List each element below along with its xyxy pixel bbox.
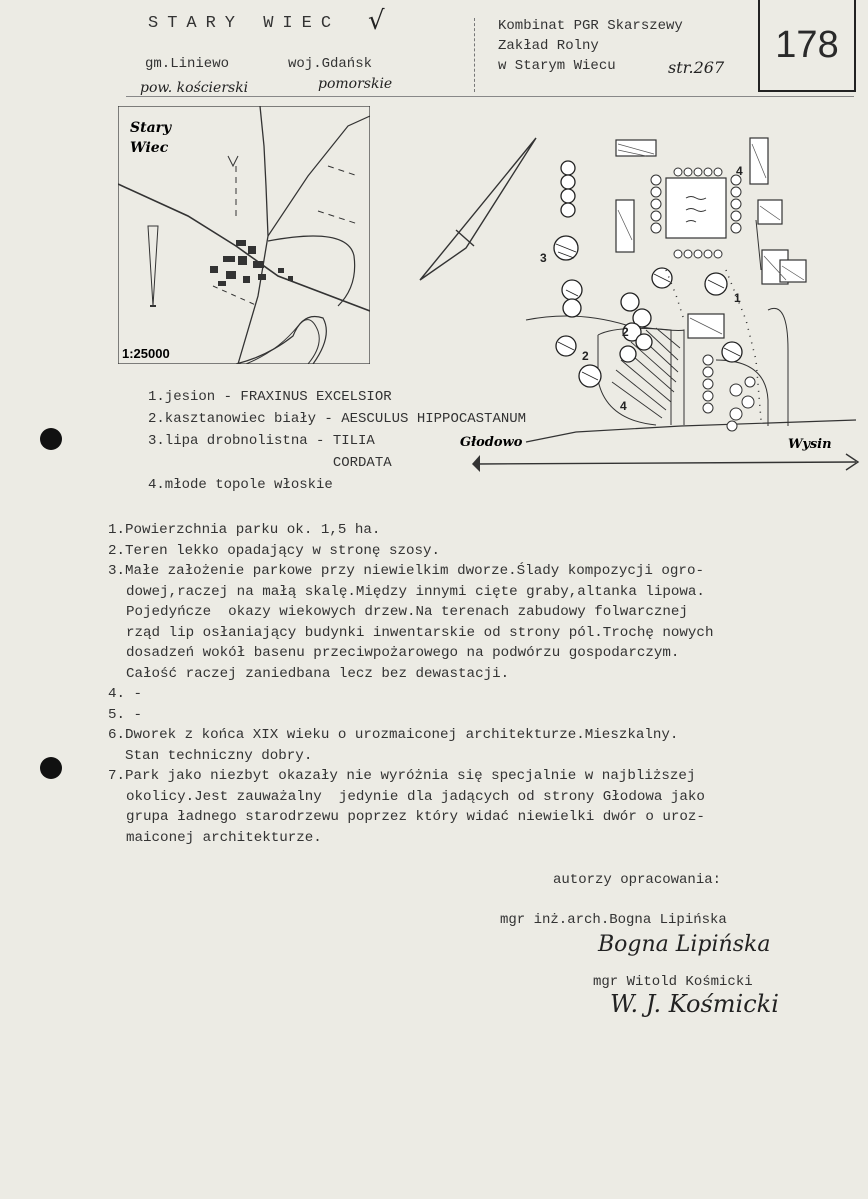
page-reference: str.267 bbox=[668, 58, 725, 77]
card-number-box: 178 bbox=[758, 0, 856, 92]
body-line: maiconej architekturze. bbox=[126, 829, 322, 846]
plan-marker: 1 bbox=[734, 291, 741, 305]
body-line: dowej,raczej na małą skalę.Między innymi cięte graby,altanka lipowa. bbox=[126, 583, 705, 600]
document-title: STARY WIEC bbox=[148, 14, 341, 33]
body-line: 7.Park jako niezbyt okazały nie wyróżnia się specjalnie w najbliższej bbox=[108, 768, 696, 784]
legend-item: 3.lipa drobnolistna - TILIA bbox=[148, 433, 375, 449]
buildings bbox=[616, 138, 806, 338]
plan-marker: 3 bbox=[540, 251, 547, 265]
body-line: Całość raczej zaniedbana lecz bez dewastacji. bbox=[126, 665, 510, 682]
body-line: 3.Małe założenie parkowe przy niewielkim dworze.Ślady kompozycji ogro- bbox=[108, 563, 704, 579]
legend-item: 4.młode topole włoskie bbox=[148, 477, 333, 493]
powiat-handwritten: pow. kościerski bbox=[140, 80, 249, 96]
body-line: dosadzeń wokół basenu przeciwpożarowego na podwórzu gospodarczym. bbox=[126, 645, 680, 661]
gmina-label: gm.Liniewo bbox=[145, 56, 230, 72]
body-line: Stan techniczny dobry. bbox=[108, 747, 313, 764]
author-name: mgr Witold Kośmicki bbox=[593, 974, 753, 990]
kombinat-line: Kombinat PGR Skarszewy bbox=[498, 18, 683, 34]
plan-marker: 2 bbox=[582, 349, 589, 363]
body-line: grupa ładnego starodrzewu poprzez który widać niewielki dwór o uroz- bbox=[126, 809, 705, 825]
punch-hole bbox=[40, 757, 62, 779]
kombinat-block bbox=[498, 16, 683, 76]
kombinat-line: w Starym Wiecu bbox=[498, 58, 616, 74]
legend-item: 1.jesion - FRAXINUS EXCELSIOR bbox=[148, 389, 392, 405]
map-scale: 1:25000 bbox=[122, 346, 170, 361]
description-text bbox=[108, 520, 858, 848]
header-divider bbox=[474, 18, 476, 92]
check-mark: √ bbox=[368, 6, 385, 36]
body-line: 2.Teren lekko opadający w stronę szosy. bbox=[108, 542, 441, 559]
plan-marker: 4 bbox=[736, 164, 743, 178]
plan-marker: 2 bbox=[622, 325, 629, 339]
header-rule bbox=[126, 96, 854, 97]
wojewodztwo-label: woj.Gdańsk bbox=[288, 56, 373, 72]
map-label: Stary bbox=[130, 120, 172, 136]
body-line: 5. - bbox=[108, 706, 143, 723]
village-buildings bbox=[210, 240, 293, 286]
signature: W. J. Kośmicki bbox=[610, 990, 779, 1018]
road-label-glodowo: Głodowo bbox=[460, 435, 523, 450]
body-line: okolicy.Jest zauważalny jedynie dla jadących od strony Głodowa jako bbox=[126, 788, 705, 805]
body-line: 6.Dworek z końca XIX wieku o urozmaiconej architekturze.Mieszkalny. bbox=[108, 727, 679, 743]
body-line: Pojedyńcze okazy wiekowych drzew.Na terenach zabudowy folwarcznej bbox=[126, 604, 688, 620]
signature: Bogna Lipińska bbox=[598, 932, 771, 957]
legend bbox=[148, 386, 526, 496]
north-arrow bbox=[420, 138, 536, 280]
map-label: Wiec bbox=[130, 140, 169, 156]
kombinat-line: Zakład Rolny bbox=[498, 38, 599, 54]
wojewodztwo-handwritten: pomorskie bbox=[318, 76, 393, 92]
body-line: 1.Powierzchnia parku ok. 1,5 ha. bbox=[108, 522, 381, 538]
author-name: mgr inż.arch.Bogna Lipińska bbox=[500, 912, 727, 928]
road-label-wysin: Wysin bbox=[788, 437, 832, 452]
location-map bbox=[118, 106, 370, 364]
body-line: rząd lip osłaniający budynki inwentarskie od strony pól.Trochę nowych bbox=[126, 624, 714, 641]
punch-hole bbox=[40, 428, 62, 450]
legend-item: CORDATA bbox=[148, 455, 392, 471]
body-line: 4. - bbox=[108, 686, 143, 702]
plan-marker: 4 bbox=[620, 399, 627, 413]
legend-item: 2.kasztanowiec biały - AESCULUS HIPPOCASTANUM bbox=[148, 411, 527, 427]
authors-heading: autorzy opracowania: bbox=[553, 872, 722, 888]
